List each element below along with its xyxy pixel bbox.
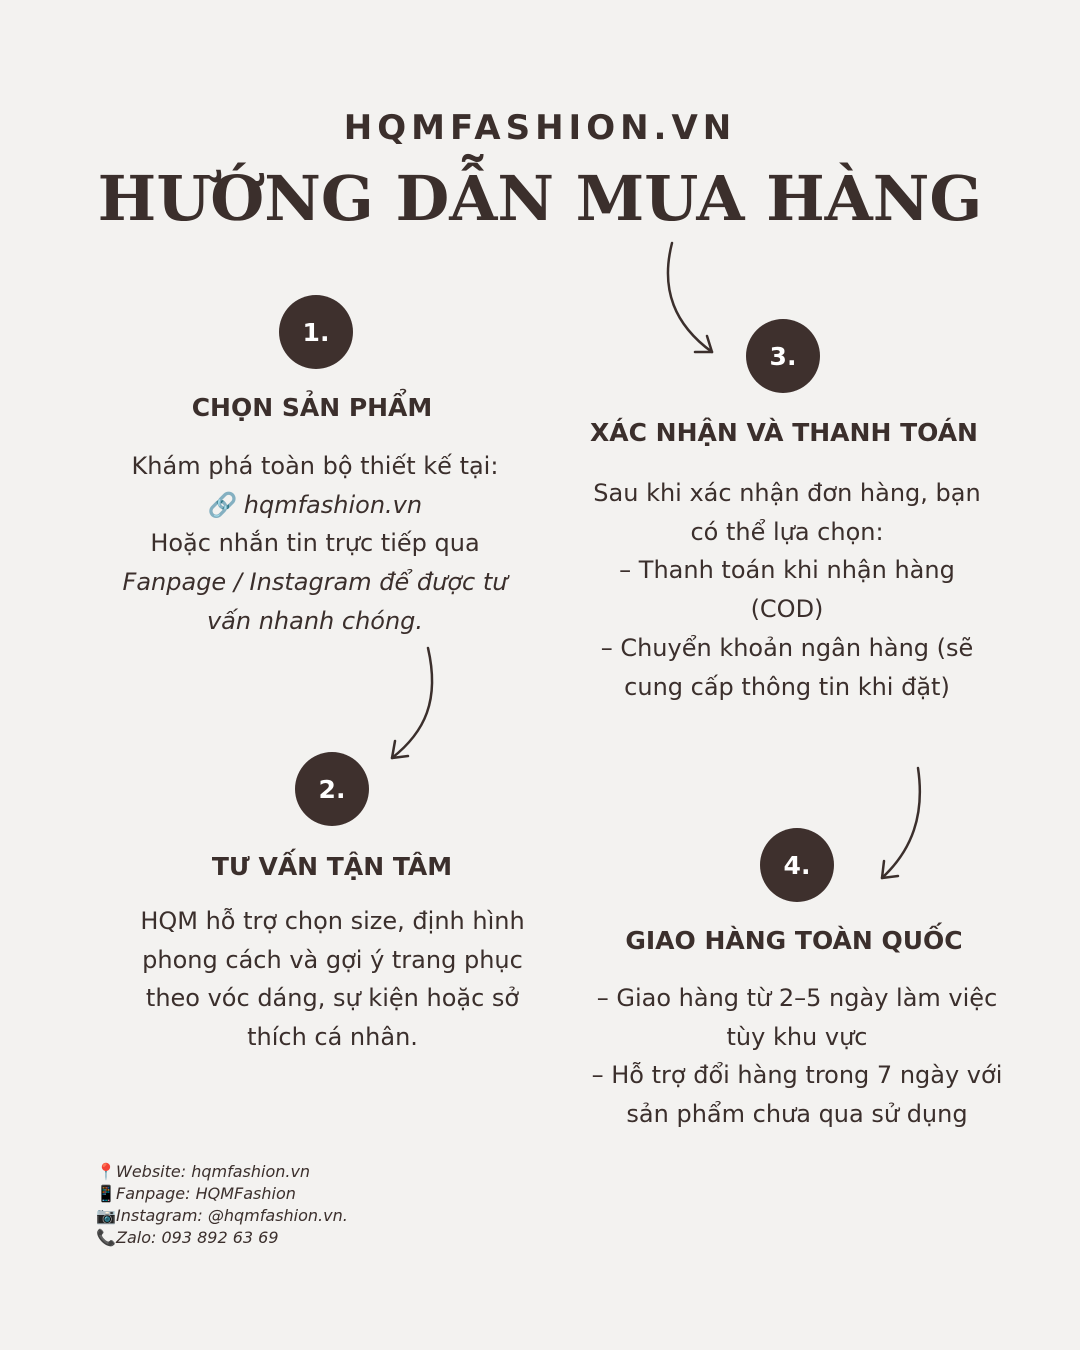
step-1-heading: CHỌN SẢN PHẨM xyxy=(191,393,433,422)
step-2-line: theo vóc dáng, sự kiện hoặc sở xyxy=(145,984,520,1013)
step-4-number: 4. xyxy=(760,828,834,902)
step-1-line: Hoặc nhắn tin trực tiếp qua xyxy=(150,529,480,558)
step-3-line: Sau khi xác nhận đơn hàng, bạn xyxy=(593,479,981,507)
step-3-line: – Thanh toán khi nhận hàng xyxy=(619,556,955,585)
step-3-heading: XÁC NHẬN VÀ THANH TOÁN xyxy=(590,418,978,447)
step-1-line: Fanpage / Instagram để được tư xyxy=(122,568,508,597)
step-4-line: – Hỗ trợ đổi hàng trong 7 ngày với xyxy=(591,1061,1003,1090)
step-2-line: thích cá nhân. xyxy=(247,1023,418,1052)
step-2-line: HQM hỗ trợ chọn size, định hình xyxy=(140,907,525,935)
link-icon: 🔗 xyxy=(207,490,238,519)
step-1-number: 1. xyxy=(279,295,353,369)
step-3-line: có thể lựa chọn: xyxy=(690,517,884,546)
contact-website[interactable]: 📍Website: hqmfashion.vn xyxy=(96,1162,311,1181)
page-title: HƯỚNG DẪN MUA HÀNG xyxy=(97,162,983,235)
website-link[interactable]: hqmfashion.vn xyxy=(243,490,423,519)
contact-list xyxy=(96,1161,348,1249)
step-1-line: vấn nhanh chóng. xyxy=(206,606,424,635)
step-4-heading: GIAO HÀNG TOÀN QUỐC xyxy=(625,926,963,955)
step-3-line: cung cấp thông tin khi đặt) xyxy=(624,672,950,701)
arrow-to-step-2-icon xyxy=(392,648,432,758)
step-4-line: tùy khu vực xyxy=(726,1022,868,1051)
step-3-number: 3. xyxy=(746,319,820,393)
arrow-to-step-4-icon xyxy=(882,768,920,878)
step-4-line: – Giao hàng từ 2–5 ngày làm việc xyxy=(596,984,998,1012)
telephone-icon: 📞 xyxy=(96,1228,116,1247)
phone-icon: 📱 xyxy=(96,1184,116,1203)
arrow-to-step-3-icon xyxy=(668,243,712,352)
step-4-line: sản phẩm chưa qua sử dụng xyxy=(626,1100,968,1129)
step-3-line: – Chuyển khoản ngân hàng (sẽ xyxy=(600,633,974,662)
step-2-heading: TƯ VẤN TẬN TÂM xyxy=(211,852,453,881)
step-2-number: 2. xyxy=(295,752,369,826)
brand-name: HQMFASHION.VN xyxy=(343,108,737,148)
step-1-line: Khám phá toàn bộ thiết kế tại: xyxy=(131,452,499,480)
step-2-line: phong cách và gợi ý trang phục xyxy=(142,945,523,974)
contact-zalo[interactable]: 📞Zalo: 093 892 63 69 xyxy=(96,1228,279,1247)
pin-icon: 📍 xyxy=(96,1162,116,1181)
contact-fanpage[interactable]: 📱Fanpage: HQMFashion xyxy=(96,1184,296,1203)
contact-instagram[interactable]: 📷Instagram: @hqmfashion.vn. xyxy=(96,1206,348,1225)
step-3-line: (COD) xyxy=(750,595,824,624)
camera-icon: 📷 xyxy=(96,1206,116,1225)
